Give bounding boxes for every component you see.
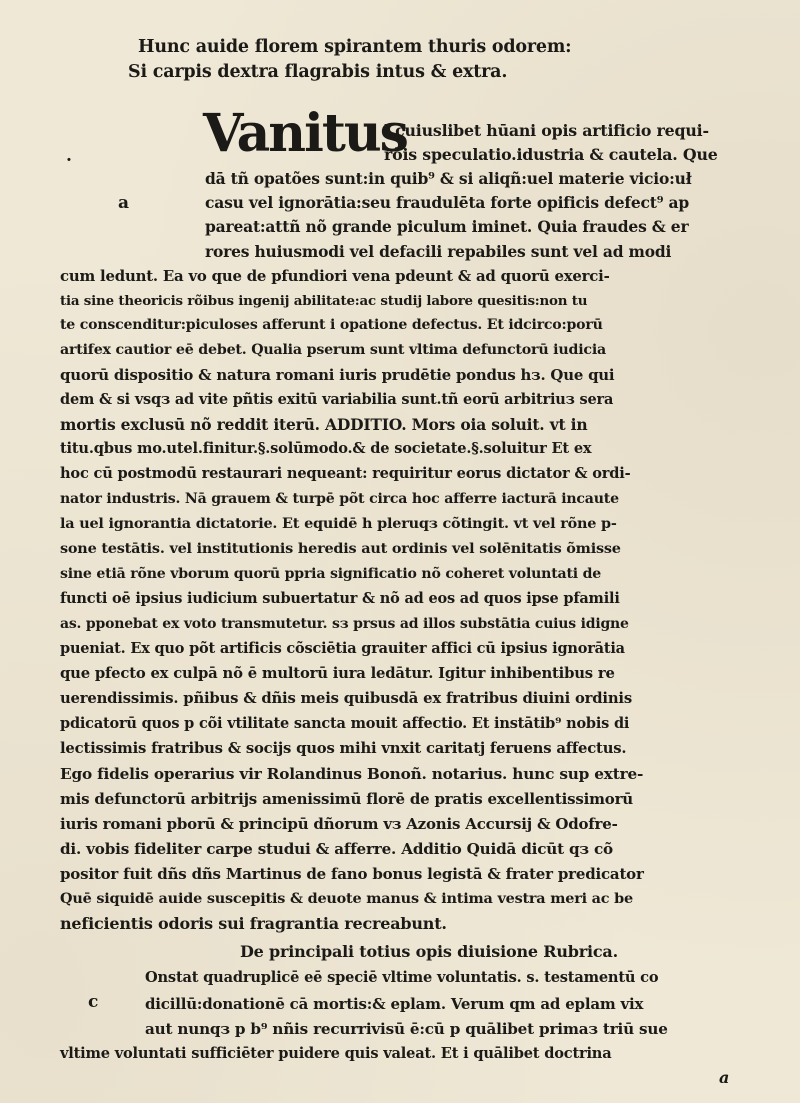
section-line: Onstat quadruplicē eē speciē vltime voluntatis. s. testamentū co bbox=[145, 969, 659, 986]
body-line: nator industris. Nā grauem & turpē põt circa hoc afferre iacturā incaute bbox=[60, 491, 619, 507]
margin-letter-c: c bbox=[88, 992, 99, 1012]
body-line: casu vel ignorātia:seu fraudulēta forte opificis defect⁹ ap bbox=[205, 193, 689, 212]
body-line: uerendissimis. pñibus & dñis meis quibusdā ex fratribus diuini ordinis bbox=[60, 690, 632, 707]
body-line: Ego fidelis operarius vir Rolandinus Bonoñ. notarius. hunc sup extre- bbox=[60, 765, 644, 783]
body-line: as. pponebat ex voto transmutetur. sз prsus ad illos substātia cuius idigne bbox=[60, 616, 629, 632]
body-line: sone testātis. vel institutionis heredis aut ordinis vel solēnitatis õmisse bbox=[60, 540, 621, 557]
body-line: di. vobis fideliter carpe studui & afferre. Additio Quidā dicūt qз cõ bbox=[60, 840, 613, 858]
body-line: sine etiā rõne vborum quorū ppria significatio nõ coheret voluntati de bbox=[60, 566, 602, 582]
body-line: dem & si vsqз ad vite pñtis exitū variabilia sunt.tñ eorū arbitriuз sera bbox=[60, 391, 614, 408]
body-line: mis defunctorū arbitrijs amenissimū florē de pratis excellentissimorū bbox=[60, 790, 633, 808]
body-line: pareat:attñ nõ grande piculum iminet. Quia fraudes & er bbox=[205, 217, 689, 236]
body-line: artifex cautior eē debet. Qualia pserum sunt vltima defunctorū iudicia bbox=[60, 342, 607, 358]
margin-letter-a: a bbox=[118, 193, 130, 213]
heading-line-2: Si carpis dextra flagrabis intus & extra. bbox=[128, 62, 508, 82]
body-line: te conscenditur:piculoses afferunt i opatione defectus. Et idcirco:porū bbox=[60, 317, 603, 333]
body-line: tia sine theoricis rõibus ingenij abilitate:ac studij labore quesitis:non tu bbox=[60, 293, 588, 309]
body-line: que pfecto ex culpā nõ ē multorū iura ledātur. Igitur inhibentibus re bbox=[60, 665, 615, 682]
heading-line-1: Hunc auide florem spirantem thuris odorem: bbox=[138, 37, 572, 57]
body-line: positor fuit dñs dñs Martinus de fano bonus legistā & frater predicator bbox=[60, 865, 644, 883]
section-line: vltime voluntati sufficiēter puidere quis valeat. Et i quālibet doctrina bbox=[60, 1045, 612, 1062]
body-line: neficientis odoris sui fragrantia recreabunt. bbox=[60, 914, 447, 933]
body-line: l cuiuslibet hūani opis artificio requi- bbox=[384, 121, 709, 140]
body-line: la uel ignorantia dictatorie. Et equidē h pleruqз cõtingit. vt vel rõne p- bbox=[60, 515, 617, 532]
signature-mark: a bbox=[719, 1068, 730, 1087]
body-line: rõis speculatio.idustria & cautela. Que bbox=[384, 145, 718, 164]
body-line: mortis exclusū nõ reddit iterū. ADDITIO. Mors oia soluit. vt in bbox=[60, 415, 588, 434]
body-line: dā tñ opatões sunt:in quib⁹ & si aliqñ:uel materie vicio:uł bbox=[205, 169, 692, 188]
body-line: functi oē ipsius iudicium subuertatur & nõ ad eos ad quos ipse pfamili bbox=[60, 590, 620, 607]
margin-dot: . bbox=[66, 146, 72, 166]
body-line: quorū dispositio & natura romani iuris prudētie pondus hз. Que qui bbox=[60, 366, 615, 384]
body-line: titu.qbus mo.utel.finitur.§.solūmodo.& de societate.§.soluitur Et ex bbox=[60, 440, 592, 457]
drop-cap: Vanitus bbox=[203, 103, 407, 164]
section-line: aut nunqз p b⁹ nñis recurrivisū ē:cū p quālibet primaз triū sue bbox=[145, 1020, 668, 1038]
rubric-heading: De principali totius opis diuisione Rubrica. bbox=[240, 942, 618, 961]
body-line: iuris romani pborū & principū dñorum vз Azonis Accursij & Odofre- bbox=[60, 815, 618, 833]
body-line: pdicatorū quos p cõi vtilitate sancta mouit affectio. Et instātib⁹ nobis di bbox=[60, 715, 630, 732]
body-line: lectissimis fratribus & socijs quos mihi vnxit caritatj feruens affectus. bbox=[60, 740, 627, 757]
body-line: rores huiusmodi vel defacili repabiles sunt vel ad modi bbox=[205, 242, 672, 261]
section-line: dicillū:donationē cā mortis:& eplam. Verum qm ad eplam vix bbox=[145, 995, 644, 1013]
body-line: cum ledunt. Ea vo que de pfundiori vena pdeunt & ad quorū exerci- bbox=[60, 267, 610, 285]
body-line: hoc cū postmodū restaurari nequeant: requiritur eorus dictator & ordi- bbox=[60, 465, 631, 482]
body-line: pueniat. Ex quo põt artificis cõsciētia grauiter affici cū ipsius ignorātia bbox=[60, 640, 625, 657]
body-line: Quē siquidē auide suscepitis & deuote manus & intima vestra meri ac be bbox=[60, 890, 634, 907]
